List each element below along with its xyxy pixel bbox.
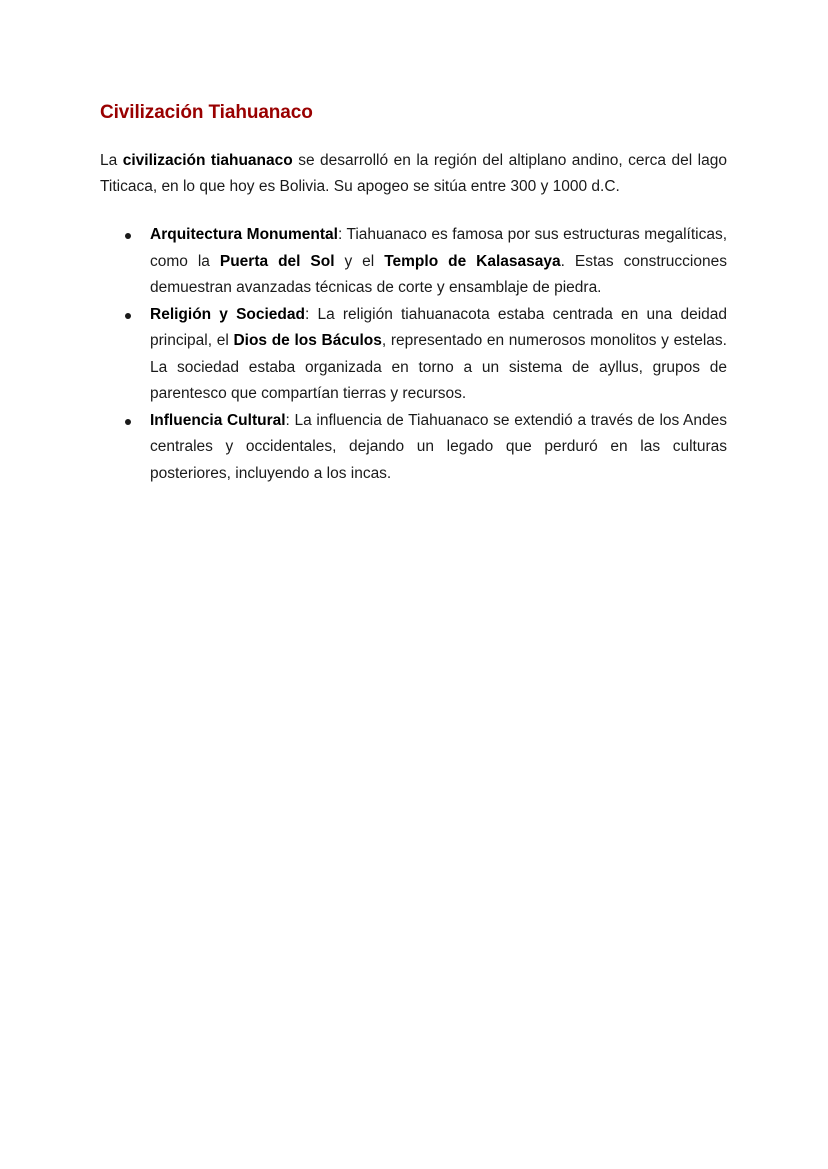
intro-bold-term: civilización tiahuanaco: [122, 152, 293, 169]
item-text: : La religión tiahuanacota estaba centrada en una deidad principal, el: [150, 305, 728, 349]
intro-text-1: La: [100, 152, 123, 169]
bullet-icon: [125, 419, 131, 425]
item-bold-term: Templo de Kalasasaya: [384, 252, 561, 270]
intro-text-2: se desarrolló en la región del altiplano andino, cerca del lago Titicaca, en lo que hoy es Bolivia. Su apogeo se sitúa entre 300 y 1000 d.C.: [100, 152, 727, 195]
item-text: : La influencia de Tiahuanaco se extendió a través de los Andes centrales y occidentales, dejando un legado que perduró en las culturas posteriores, incluyendo a los incas.: [150, 411, 727, 482]
item-text: , representado en numerosos monolitos y estelas. La sociedad estaba organizada en torno a un sistema de ayllus, grupos de parentesco que compartían tierras y recursos.: [150, 332, 727, 402]
item-bold-term: Puerta del Sol: [219, 252, 335, 270]
document-page: [100, 102, 727, 487]
item-text: : Tiahuanaco es famosa por sus estructuras megalíticas, como la: [150, 226, 727, 270]
item-heading: Influencia Cultural: [150, 411, 286, 429]
item-heading: Religión y Sociedad: [150, 305, 305, 323]
list-item-religion: [100, 302, 727, 408]
item-text: . Estas construcciones demuestran avanzadas técnicas de corte y ensamblaje de piedra.: [150, 252, 727, 296]
list-item-influencia: [100, 408, 727, 488]
item-heading: Arquitectura Monumental: [150, 226, 338, 243]
bullet-icon: [125, 313, 131, 319]
item-text: y el: [334, 252, 385, 270]
bullet-icon: [125, 233, 131, 239]
intro-paragraph: [100, 148, 727, 200]
item-bold-term: Dios de los Báculos: [233, 332, 382, 349]
document-title: Civilización Tiahuanaco: [100, 102, 313, 123]
topic-list: [100, 222, 727, 487]
list-item-arquitectura: [100, 222, 727, 302]
